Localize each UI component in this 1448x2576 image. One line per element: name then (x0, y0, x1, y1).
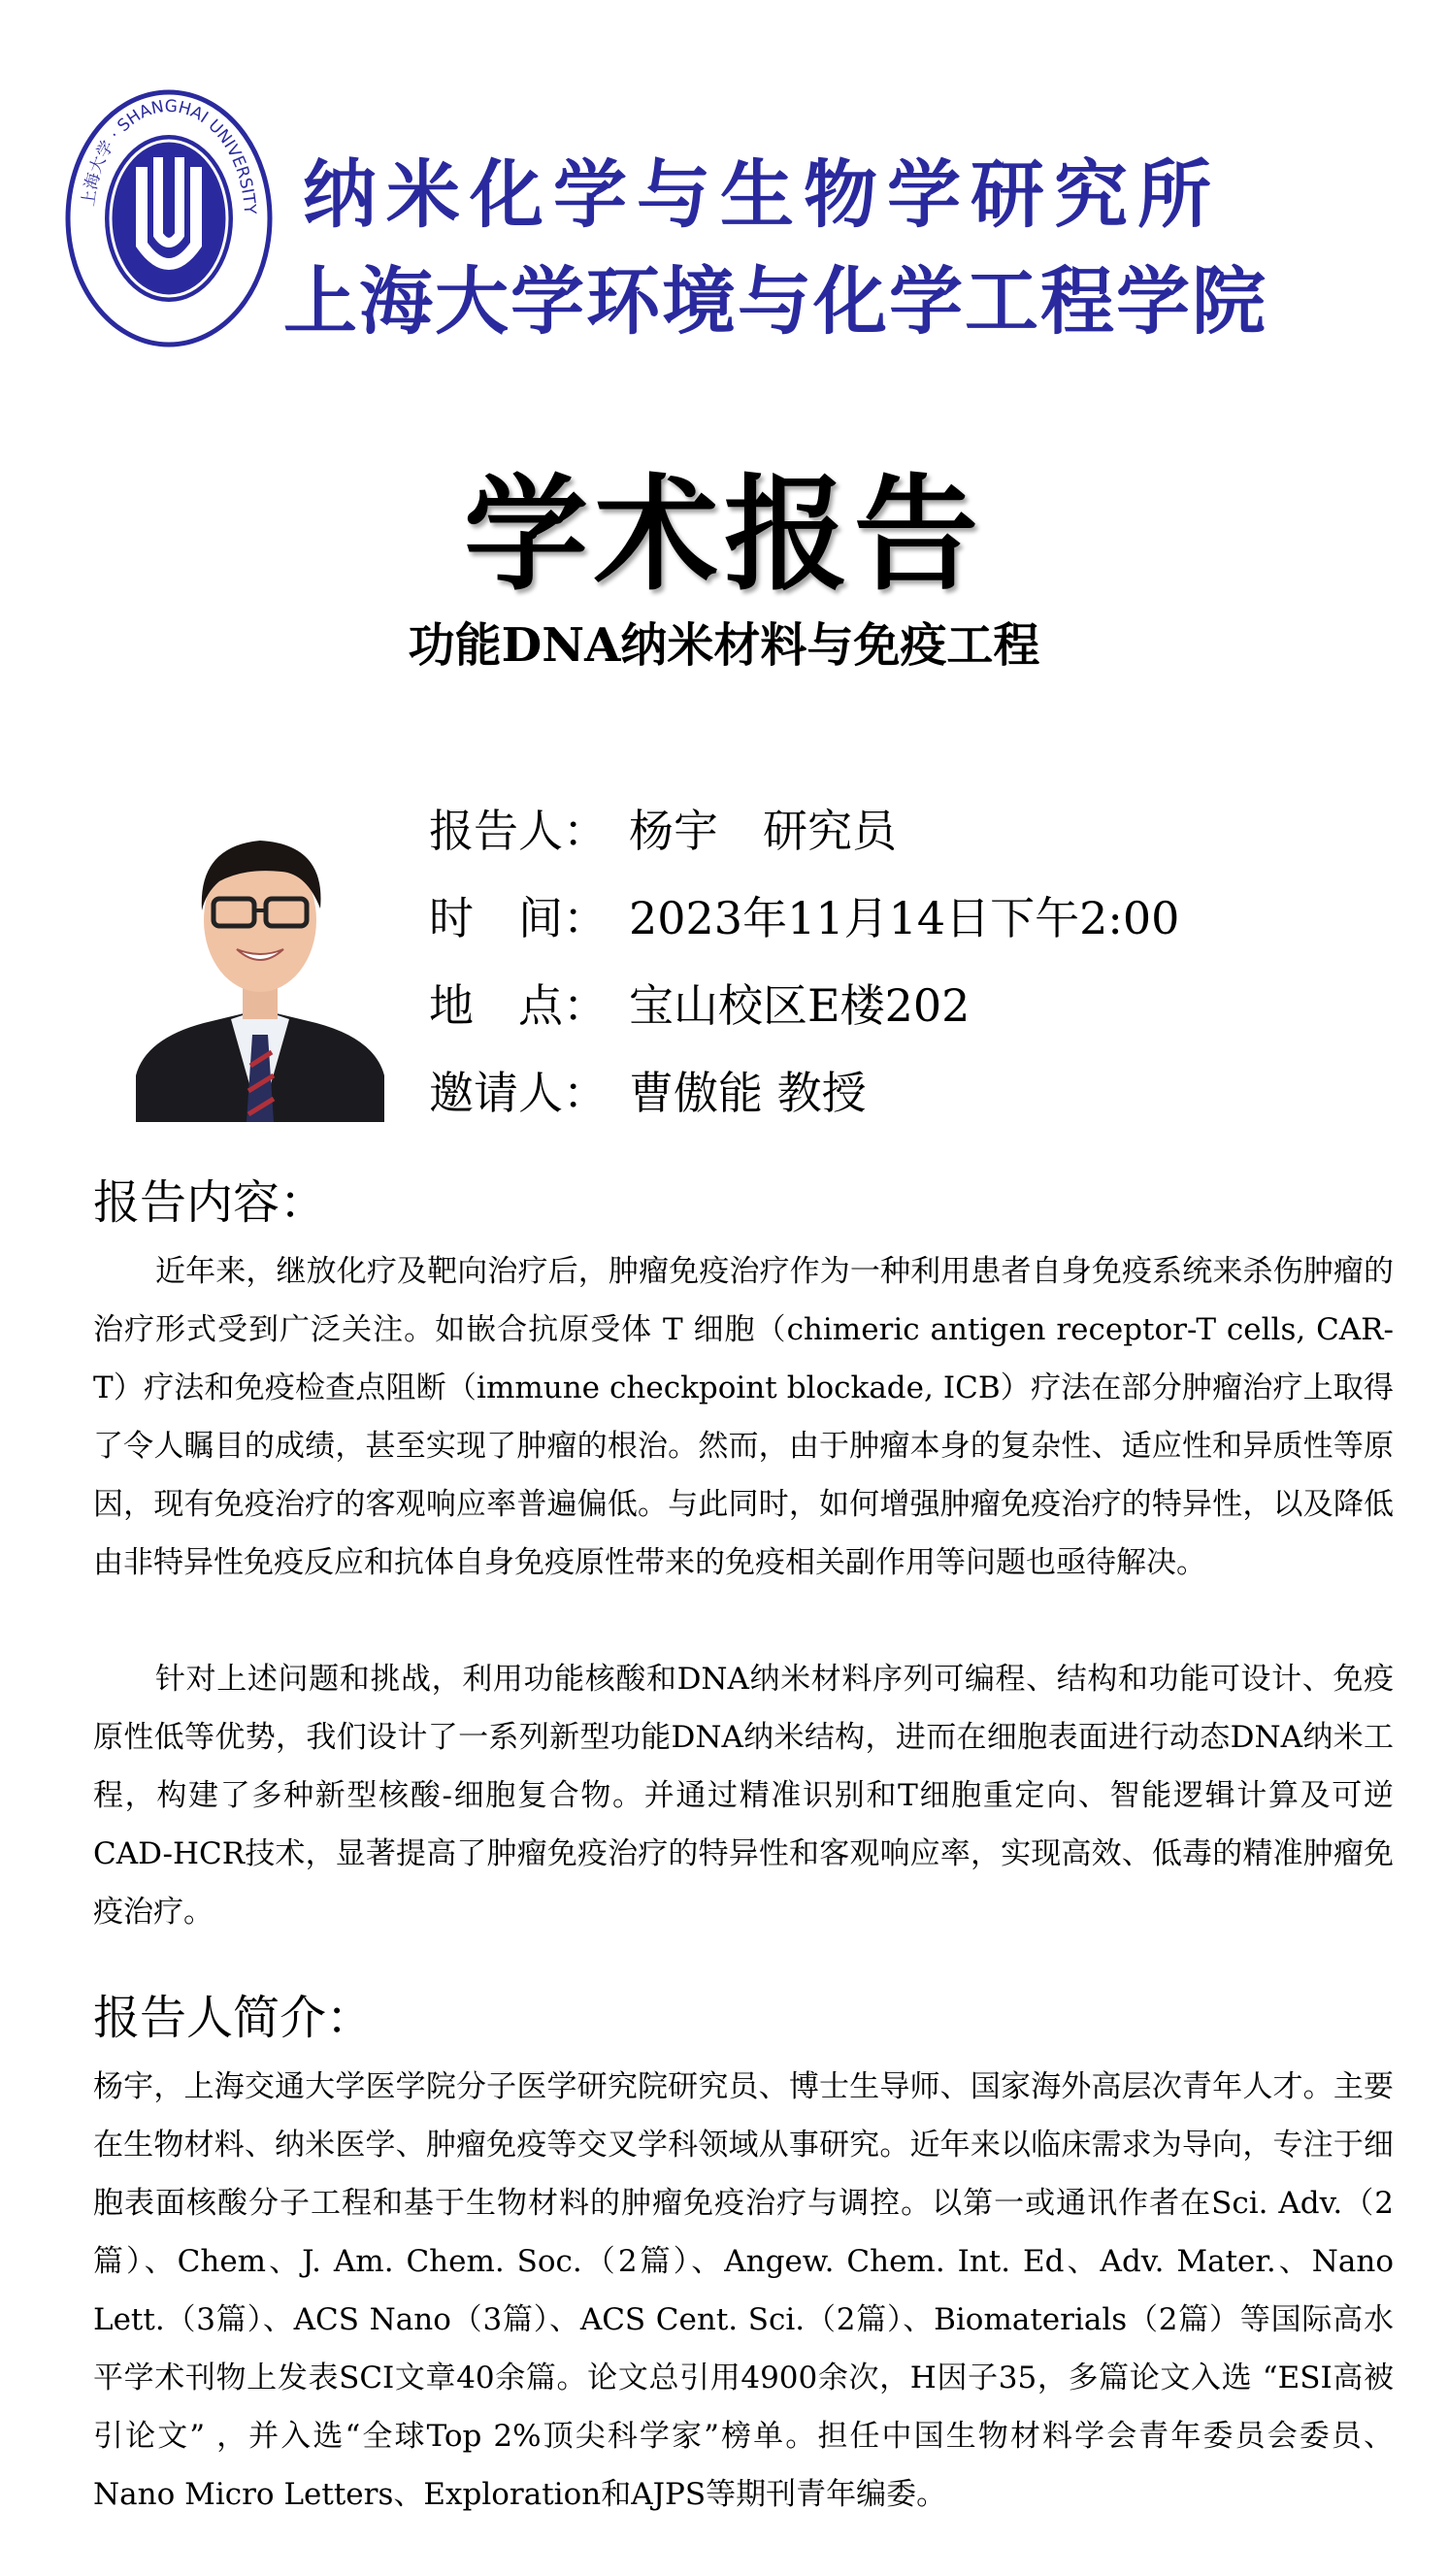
speaker-photo (136, 784, 384, 1122)
abstract-heading: 报告内容： (93, 1175, 327, 1230)
bio-heading: 报告人简介： (93, 1991, 374, 2045)
abstract-paragraph-2: 针对上述问题和挑战，利用功能核酸和DNA纳米材料序列可编程、结构和功能可设计、免疫原性低等优势，我们设计了一系列新型功能DNA纳米结构，进而在细胞表面进行动态DNA纳米工程，构建了多种新型核酸-细胞复合物。并通过精准识别和T细胞重定向、智能逻辑计算及可逆CAD-HCR技术，显著提高了肿瘤免疫治疗的特异性和客观响应率，实现高效、低毒的精准肿瘤免疫治疗。 (93, 1662, 1394, 1930)
page-title: 学术报告 (463, 463, 984, 608)
info-speaker: 报告人： 杨宇 研究员 (429, 805, 897, 857)
institute-name: 纳米化学与生物学研究所 (303, 151, 1221, 238)
seal-ring-text: 上海大学 · SHANGHAI UNIVERSITY (79, 96, 260, 215)
bio-paragraph: 杨宇，上海交通大学医学院分子医学研究院研究员、博士生导师、国家海外高层次青年人才。主要在生物材料、纳米医学、肿瘤免疫等交叉学科领域从事研究。近年来以临床需求为导向，专注于细胞表面核酸分子工程和基于生物材料的肿瘤免疫治疗与调控。以第一或通讯作者在Sci. Adv.（2篇）、Chem、J. Am. Chem. Soc.（2篇）、Angew. Chem. Int. Ed、Adv. Mater.、Nano Lett.（3篇）、ACS Nano（3篇）、ACS Cent. Sci.（2篇）、Biomaterials（2篇）等国际高水平学术刊物上发表SCI文章40余篇。论文总引用4900余次，H因子35，多篇论文入选 “ESI高被引论文” ，并入选“全球Top 2%顶尖科学家”榜单。担任中国生物材料学会青年委员会委员、Nano Micro Letters、Exploration和AJPS等期刊青年编委。 (93, 2069, 1394, 2512)
info-location: 地 点： 宝山校区E楼202 (429, 979, 971, 1032)
college-name: 上海大学环境与化学工程学院 (283, 258, 1267, 345)
university-seal-icon (64, 89, 274, 347)
info-host: 邀请人： 曹傲能 教授 (429, 1067, 867, 1119)
abstract-paragraph-1: 近年来，继放化疗及靶向治疗后，肿瘤免疫治疗作为一种利用患者自身免疫系统来杀伤肿瘤的治疗形式受到广泛关注。如嵌合抗原受体 T 细胞（chimeric antigen receptor-T cells, CAR-T）疗法和免疫检查点阻断（immune checkpoint blockade, ICB）疗法在部分肿瘤治疗上取得了令人瞩目的成绩，甚至实现了肿瘤的根治。然而，由于肿瘤本身的复杂性、适应性和异质性等原因，现有免疫治疗的客观响应率普遍偏低。与此同时，如何增强肿瘤免疫治疗的特异性，以及降低由非特异性免疫反应和抗体自身免疫原性带来的免疫相关副作用等问题也亟待解决。 (93, 1254, 1394, 1580)
info-time: 时 间： 2023年11月14日下午2:00 (429, 892, 1180, 944)
talk-title: 功能DNA纳米材料与免疫工程 (408, 618, 1040, 673)
